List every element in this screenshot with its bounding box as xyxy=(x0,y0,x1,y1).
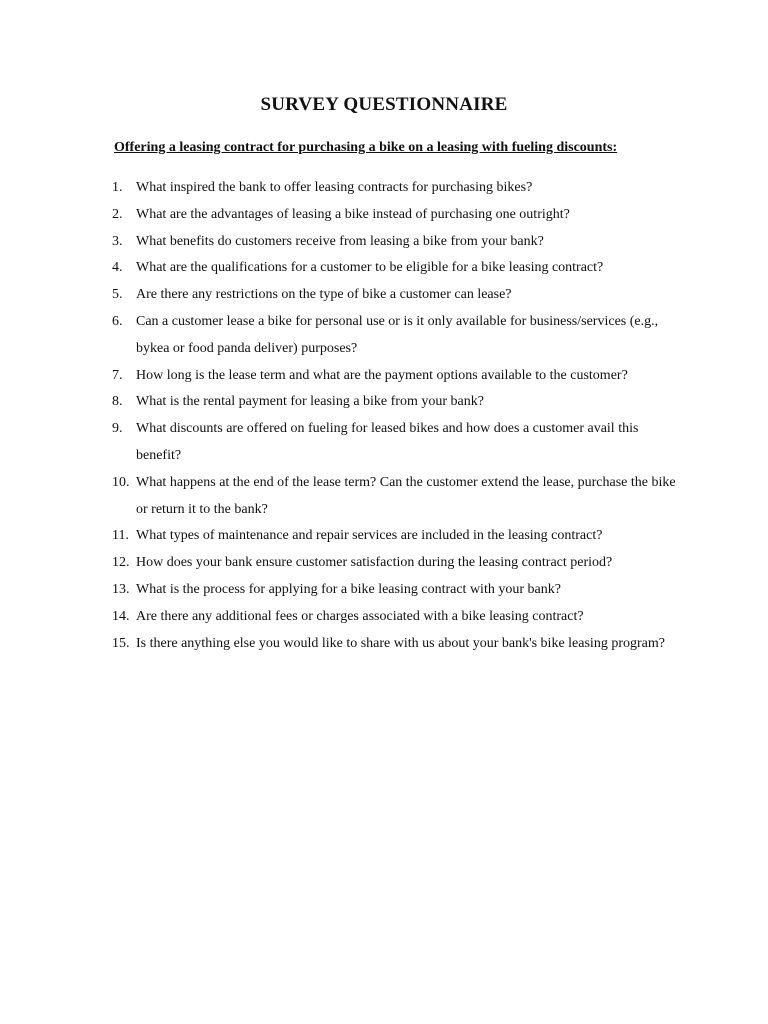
question-number: 2. xyxy=(112,206,123,222)
question-number: 9. xyxy=(112,421,123,437)
document-title: SURVEY QUESTIONNAIRE xyxy=(260,94,508,115)
question-number: 5. xyxy=(112,287,123,303)
question-number: 3. xyxy=(112,233,123,249)
question-item xyxy=(112,577,682,604)
question-number: 8. xyxy=(112,394,123,410)
question-text: How long is the lease term and what are the payment options available to the customer? xyxy=(136,367,628,383)
question-item xyxy=(112,202,682,229)
question-item xyxy=(112,604,682,631)
question-item xyxy=(112,523,682,550)
question-text: Is there anything else you would like to share with us about your bank's bike leasing program? xyxy=(136,635,665,651)
question-number: 13. xyxy=(112,581,130,597)
question-number: 14. xyxy=(112,608,130,624)
question-item xyxy=(112,389,682,416)
question-item xyxy=(112,470,682,524)
question-item xyxy=(112,550,682,577)
question-text: What discounts are offered on fueling for leased bikes and how does a customer avail this benefit? xyxy=(136,421,639,463)
question-number: 4. xyxy=(112,260,123,276)
question-item xyxy=(112,363,682,390)
question-item xyxy=(112,309,682,363)
question-text: What are the advantages of leasing a bike instead of purchasing one outright? xyxy=(136,206,570,222)
question-text: How does your bank ensure customer satisfaction during the leasing contract period? xyxy=(136,555,613,571)
question-number: 7. xyxy=(112,367,123,383)
question-number: 6. xyxy=(112,313,123,329)
question-text: Are there any restrictions on the type of bike a customer can lease? xyxy=(136,287,512,303)
question-text: What is the rental payment for leasing a bike from your bank? xyxy=(136,394,484,410)
question-text: Are there any additional fees or charges associated with a bike leasing contract? xyxy=(136,608,584,624)
question-item xyxy=(112,255,682,282)
question-text: What inspired the bank to offer leasing contracts for purchasing bikes? xyxy=(136,180,533,195)
question-item xyxy=(112,229,682,256)
question-number: 12. xyxy=(112,555,130,571)
question-list xyxy=(112,175,682,657)
question-number: 1. xyxy=(112,180,123,195)
question-number: 10. xyxy=(112,474,130,490)
question-text: What are the qualifications for a customer to be eligible for a bike leasing contract? xyxy=(136,260,604,276)
question-text: What is the process for applying for a bike leasing contract with your bank? xyxy=(136,581,561,597)
question-text: Can a customer lease a bike for personal use or is it only available for business/services (e.g., bykea or food panda deliver) purposes? xyxy=(136,313,659,356)
question-item xyxy=(112,416,682,470)
question-text: What happens at the end of the lease term? Can the customer extend the lease, purchase the bike or return it to the bank? xyxy=(136,474,676,517)
question-text: What types of maintenance and repair services are included in the leasing contract? xyxy=(136,528,603,544)
question-number: 11. xyxy=(112,528,129,544)
question-item xyxy=(112,631,682,658)
question-item xyxy=(112,175,682,202)
question-number: 15. xyxy=(112,635,130,651)
question-item xyxy=(112,282,682,309)
question-text: What benefits do customers receive from leasing a bike from your bank? xyxy=(136,233,544,249)
document-subtitle: Offering a leasing contract for purchasing a bike on a leasing with fueling discounts: xyxy=(114,140,618,155)
